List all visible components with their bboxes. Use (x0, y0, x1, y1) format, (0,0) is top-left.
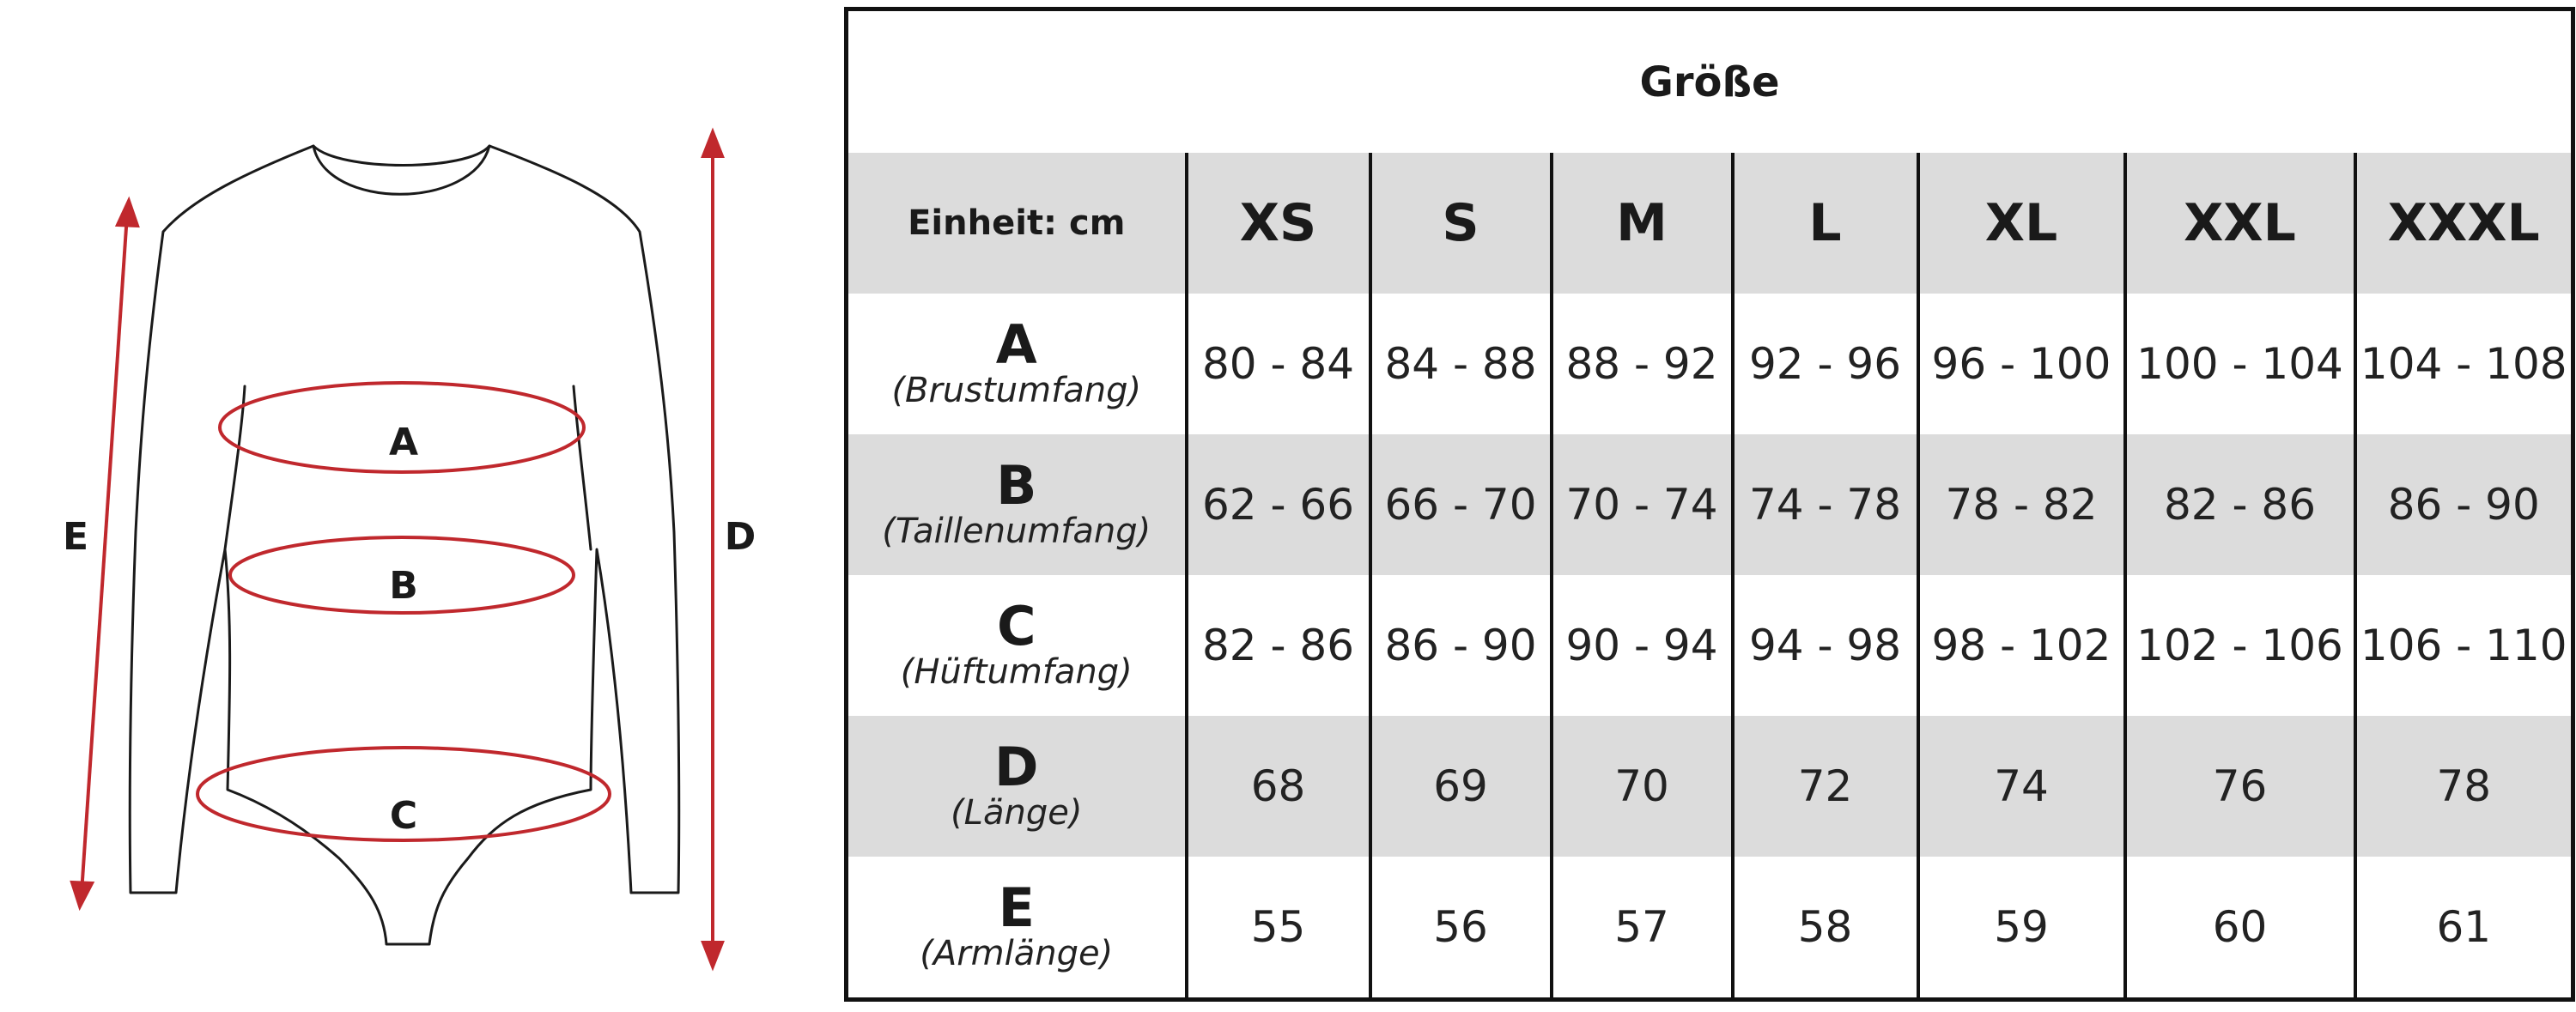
row-label: E (Armlänge) (847, 857, 1187, 1000)
value-cell: 58 (1733, 857, 1918, 1000)
value-cell: 94 - 98 (1733, 575, 1918, 716)
value-cell: 98 - 102 (1918, 575, 2125, 716)
value-cell: 76 (2125, 716, 2355, 857)
value-cell: 62 - 66 (1187, 434, 1370, 575)
value-cell: 61 (2355, 857, 2573, 1000)
value-cell: 100 - 104 (2125, 294, 2355, 434)
value-cell: 88 - 92 (1552, 294, 1733, 434)
value-cell: 82 - 86 (1187, 575, 1370, 716)
label-b: B (389, 564, 418, 608)
value-cell: 68 (1187, 716, 1370, 857)
value-cell: 84 - 88 (1370, 294, 1552, 434)
size-table (844, 7, 2575, 1002)
label-e: E (62, 515, 89, 559)
size-header-row (847, 153, 2573, 294)
value-cell: 86 - 90 (2355, 434, 2573, 575)
value-cell: 78 - 82 (1918, 434, 2125, 575)
value-cell: 56 (1370, 857, 1552, 1000)
value-cell: 106 - 110 (2355, 575, 2573, 716)
table-title (847, 9, 2573, 154)
value-cell: 80 - 84 (1187, 294, 1370, 434)
value-cell: 57 (1552, 857, 1733, 1000)
value-cell: 92 - 96 (1733, 294, 1918, 434)
value-cell: 102 - 106 (2125, 575, 2355, 716)
value-cell: 66 - 70 (1370, 434, 1552, 575)
table-row (847, 434, 2573, 575)
bodysuit-outline-icon (0, 0, 841, 1012)
unit-label: Einheit: cm (908, 203, 1126, 243)
value-cell: 70 (1552, 716, 1733, 857)
size-header: M (1552, 153, 1733, 294)
bodysuit-figure (0, 0, 841, 1012)
size-header: L (1733, 153, 1918, 294)
label-a: A (388, 421, 419, 464)
value-cell: 90 - 94 (1552, 575, 1733, 716)
title-text: Größe (1639, 58, 1780, 106)
row-label: B (Taillenumfang) (847, 434, 1187, 575)
label-c: C (389, 794, 418, 838)
value-cell: 74 (1918, 716, 2125, 857)
unit-cell (847, 153, 1187, 294)
row-label: A (Brustumfang) (847, 294, 1187, 434)
label-d: D (724, 515, 756, 559)
value-cell: 96 - 100 (1918, 294, 2125, 434)
table-row (847, 716, 2573, 857)
value-cell: 69 (1370, 716, 1552, 857)
table-row (847, 857, 2573, 1000)
size-header: XL (1918, 153, 2125, 294)
title-row (847, 9, 2573, 154)
value-cell: 70 - 74 (1552, 434, 1733, 575)
row-label: D (Länge) (847, 716, 1187, 857)
size-header: XXL (2125, 153, 2355, 294)
value-cell: 55 (1187, 857, 1370, 1000)
table-row (847, 575, 2573, 716)
value-cell: 86 - 90 (1370, 575, 1552, 716)
size-header: XS (1187, 153, 1370, 294)
value-cell: 82 - 86 (2125, 434, 2355, 575)
size-header: XXXL (2355, 153, 2573, 294)
value-cell: 74 - 78 (1733, 434, 1918, 575)
value-cell: 104 - 108 (2355, 294, 2573, 434)
value-cell: 78 (2355, 716, 2573, 857)
size-header: S (1370, 153, 1552, 294)
value-cell: 60 (2125, 857, 2355, 1000)
value-cell: 59 (1918, 857, 2125, 1000)
row-label: C (Hüftumfang) (847, 575, 1187, 716)
table-row (847, 294, 2573, 434)
value-cell: 72 (1733, 716, 1918, 857)
